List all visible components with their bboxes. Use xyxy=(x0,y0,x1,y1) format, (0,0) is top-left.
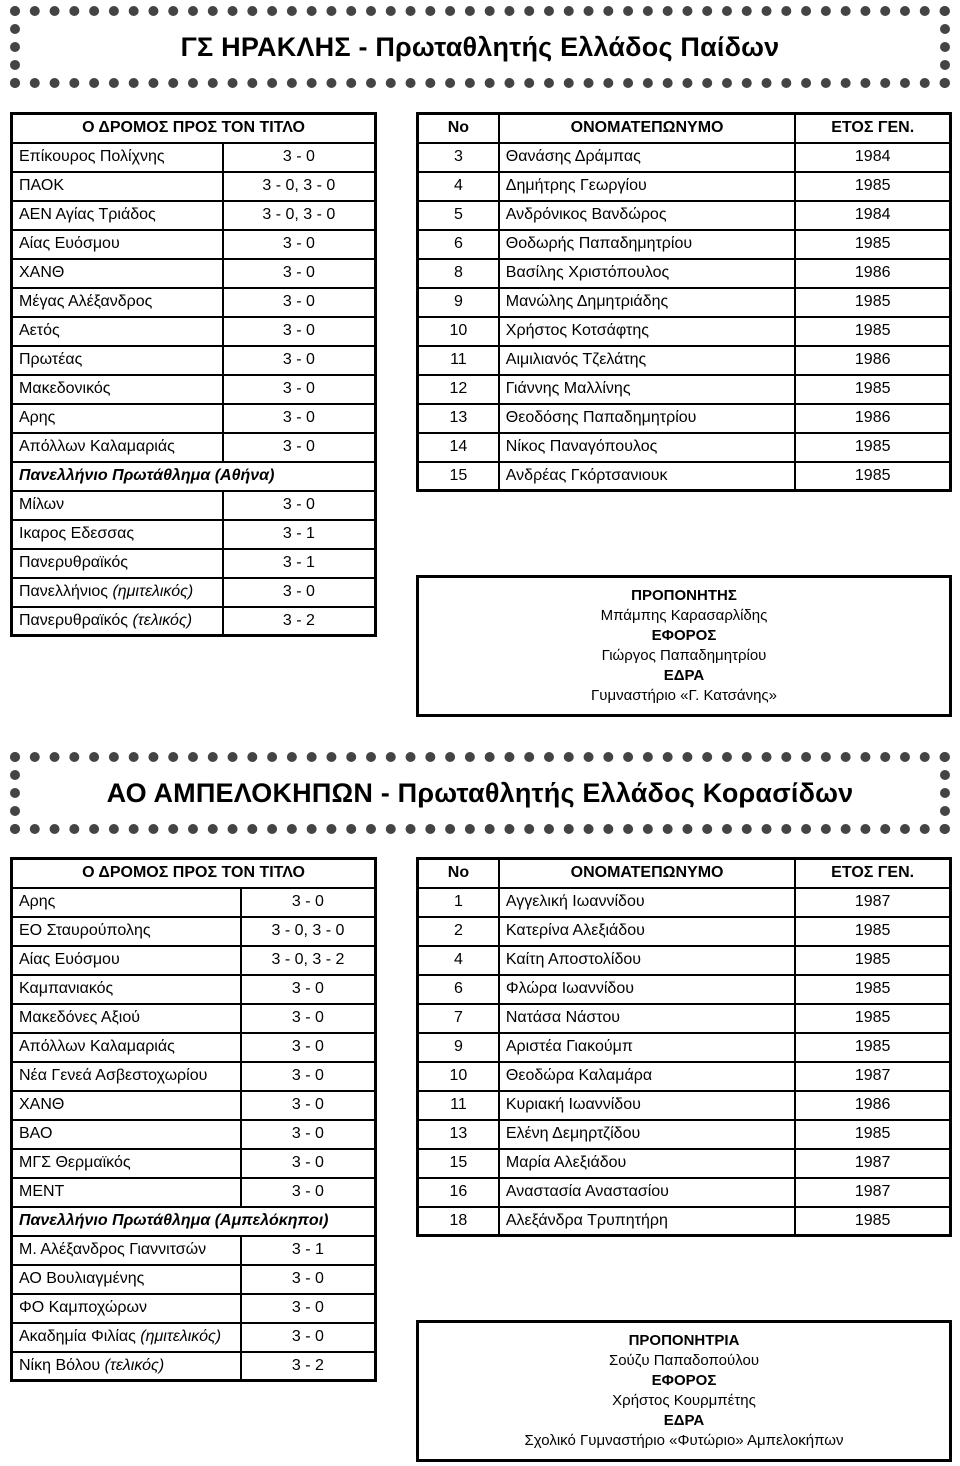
results-table xyxy=(10,112,377,637)
opponent-name: Πρωτέας xyxy=(19,351,83,368)
player-number: 2 xyxy=(418,917,499,946)
birth-year: 1985 xyxy=(795,230,950,259)
score-cell: 3 - 0 xyxy=(241,1323,376,1352)
opponent-name: Μέγας Αλέξανδρος xyxy=(19,293,153,310)
opponent-name: Επίκουρος Πολίχνης xyxy=(19,148,165,165)
player-name: Βασίλης Χριστόπουλος xyxy=(499,259,796,288)
score-cell: 3 - 0 xyxy=(241,1033,376,1062)
result-row xyxy=(12,549,376,578)
player-name: Αναστασία Αναστασίου xyxy=(499,1178,795,1207)
score-cell: 3 - 0 xyxy=(241,1265,376,1294)
staff-name: Μπάμπης Καρασαρλίδης xyxy=(600,607,768,624)
player-name: Μαρία Αλεξιάδου xyxy=(499,1149,795,1178)
staff-box xyxy=(416,1320,952,1462)
staff-box xyxy=(416,575,952,717)
roster-table xyxy=(416,857,952,1237)
opponent-cell xyxy=(12,1265,241,1294)
opponent-name: Αρης xyxy=(19,409,56,426)
score-cell: 3 - 0 xyxy=(223,317,376,346)
player-name: Ανδρόνικος Βανδώρος xyxy=(499,201,796,230)
result-row xyxy=(12,1265,376,1294)
birth-year: 1985 xyxy=(795,317,950,346)
opponent-cell xyxy=(12,143,223,172)
score-cell: 3 - 0 xyxy=(241,1004,376,1033)
birth-year: 1985 xyxy=(795,975,950,1004)
birth-year: 1987 xyxy=(795,1062,950,1091)
birth-year: 1986 xyxy=(795,404,950,433)
roster-row xyxy=(418,946,951,975)
result-row xyxy=(12,520,376,549)
opponent-name: ΧΑΝΘ xyxy=(19,1096,65,1113)
player-number: 6 xyxy=(418,230,499,259)
player-number: 18 xyxy=(418,1207,499,1236)
birth-year: 1985 xyxy=(795,917,950,946)
banner-title: ΑΟ ΑΜΠΕΛΟΚΗΠΩΝ - Πρωταθλητής Ελλάδος Κορασίδων xyxy=(106,777,854,808)
opponent-cell xyxy=(12,1062,241,1091)
birth-year: 1985 xyxy=(795,946,950,975)
birth-year: 1987 xyxy=(795,888,950,917)
opponent-name: Απόλλων Καλαμαριάς xyxy=(19,1038,175,1055)
opponent-cell xyxy=(12,201,223,230)
roster-row xyxy=(418,1178,951,1207)
staff-name: Γυμναστήριο «Γ. Κατσάνης» xyxy=(590,687,778,704)
opponent-cell xyxy=(12,917,241,946)
opponent-name: Αίας Ευόσμου xyxy=(19,951,120,968)
finals-section-row xyxy=(12,1207,376,1236)
header-year: ΕΤΟΣ ΓΕΝ. xyxy=(795,859,950,888)
birth-year: 1985 xyxy=(795,462,950,491)
result-row xyxy=(12,491,376,520)
score-cell: 3 - 0 xyxy=(223,259,376,288)
player-number: 8 xyxy=(418,259,499,288)
birth-year: 1986 xyxy=(795,259,950,288)
staff-name: Χρήστος Κουρμπέτης xyxy=(612,1392,756,1409)
roster-row xyxy=(418,375,951,404)
player-number: 9 xyxy=(418,288,499,317)
player-name: Νίκος Παναγόπουλος xyxy=(499,433,796,462)
staff-role: ΕΔΡΑ xyxy=(663,1412,705,1429)
result-row xyxy=(12,1120,376,1149)
player-number: 11 xyxy=(418,1091,499,1120)
roster-row xyxy=(418,143,951,172)
result-row xyxy=(12,1236,376,1265)
score-cell: 3 - 1 xyxy=(223,549,376,578)
result-row xyxy=(12,404,376,433)
player-number: 4 xyxy=(418,946,499,975)
roster-row xyxy=(418,1004,951,1033)
staff-role: ΕΦΟΡΟΣ xyxy=(651,1372,717,1389)
score-cell: 3 - 0, 3 - 0 xyxy=(241,917,376,946)
opponent-cell xyxy=(12,520,223,549)
opponent-name: ΑΟ Βουλιαγμένης xyxy=(19,1270,145,1287)
player-number: 15 xyxy=(418,462,499,491)
player-number: 14 xyxy=(418,433,499,462)
result-row xyxy=(12,1004,376,1033)
opponent-name: ΦΟ Καμποχώρων xyxy=(19,1299,147,1316)
player-name: Αιμιλιανός Τζελάτης xyxy=(499,346,796,375)
score-cell: 3 - 0 xyxy=(223,375,376,404)
result-row xyxy=(12,201,376,230)
opponent-name: Μ. Αλέξανδρος Γιαννιτσών xyxy=(19,1241,207,1258)
result-row xyxy=(12,1178,376,1207)
header-name: ΟΝΟΜΑΤΕΠΩΝΥΜΟ xyxy=(499,859,795,888)
opponent-name: Νίκη Βόλου xyxy=(19,1356,101,1374)
opponent-name: Απόλλων Καλαμαριάς xyxy=(19,438,175,455)
result-row xyxy=(12,1062,376,1091)
opponent-name: Πανελλήνιος xyxy=(19,583,108,600)
opponent-name: Αετός xyxy=(19,322,60,339)
roster-header-row xyxy=(418,114,951,143)
player-name: Γιάννης Μαλλίνης xyxy=(499,375,796,404)
results-table xyxy=(10,857,377,1382)
player-number: 16 xyxy=(418,1178,499,1207)
score-cell: 3 - 0 xyxy=(223,143,376,172)
birth-year: 1984 xyxy=(795,143,950,172)
birth-year: 1985 xyxy=(795,1207,950,1236)
player-number: 4 xyxy=(418,172,499,201)
opponent-name: ΜΕΝΤ xyxy=(19,1183,65,1200)
opponent-name: Καμπανιακός xyxy=(19,980,114,997)
staff-role: ΕΔΡΑ xyxy=(663,667,705,684)
opponent-name: Πανερυθραϊκός xyxy=(19,554,129,571)
result-row xyxy=(12,1323,376,1352)
player-number: 6 xyxy=(418,975,499,1004)
player-name: Θανάσης Δράμπας xyxy=(499,143,796,172)
birth-year: 1987 xyxy=(795,1149,950,1178)
player-name: Αριστέα Γιακούμπ xyxy=(499,1033,795,1062)
opponent-cell xyxy=(12,578,223,607)
roster-row xyxy=(418,433,951,462)
roster-row xyxy=(418,917,951,946)
roster-row xyxy=(418,201,951,230)
birth-year: 1986 xyxy=(795,1091,950,1120)
opponent-name: ΕΟ Σταυρούπολης xyxy=(19,922,151,939)
opponent-name: ΑΕΝ Αγίας Τριάδος xyxy=(19,206,156,223)
opponent-cell xyxy=(12,1091,241,1120)
player-name: Θοδωρής Παπαδημητρίου xyxy=(499,230,796,259)
player-number: 3 xyxy=(418,143,499,172)
opponent-name: ΠΑΟΚ xyxy=(19,177,65,194)
score-cell: 3 - 0 xyxy=(223,433,376,462)
roster-row xyxy=(418,888,951,917)
opponent-cell xyxy=(12,230,223,259)
result-row xyxy=(12,375,376,404)
result-row xyxy=(12,346,376,375)
player-number: 9 xyxy=(418,1033,499,1062)
player-number: 1 xyxy=(418,888,499,917)
opponent-name: Μακεδονικός xyxy=(19,380,111,397)
results-title: Ο ΔΡΟΜΟΣ ΠΡΟΣ ΤΟΝ ΤΙΤΛΟ xyxy=(12,859,376,888)
header-name: ΟΝΟΜΑΤΕΠΩΝΥΜΟ xyxy=(499,114,796,143)
score-cell: 3 - 1 xyxy=(241,1236,376,1265)
result-row xyxy=(12,259,376,288)
birth-year: 1987 xyxy=(795,1178,950,1207)
roster-header-row xyxy=(418,859,951,888)
player-name: Αγγελική Ιωαννίδου xyxy=(499,888,795,917)
birth-year: 1985 xyxy=(795,1033,950,1062)
birth-year: 1985 xyxy=(795,288,950,317)
result-row xyxy=(12,1352,376,1381)
roster-row xyxy=(418,462,951,491)
result-row xyxy=(12,975,376,1004)
results-title: Ο ΔΡΟΜΟΣ ΠΡΟΣ ΤΟΝ ΤΙΤΛΟ xyxy=(12,114,376,143)
result-row xyxy=(12,578,376,607)
player-name: Δημήτρης Γεωργίου xyxy=(499,172,796,201)
opponent-name: Νέα Γενεά Ασβεστοχωρίου xyxy=(19,1067,208,1084)
score-cell: 3 - 0 xyxy=(223,404,376,433)
roster-row xyxy=(418,172,951,201)
opponent-cell xyxy=(12,607,223,636)
score-cell: 3 - 0 xyxy=(241,1091,376,1120)
roster-row xyxy=(418,1091,951,1120)
opponent-cell xyxy=(12,946,241,975)
roster-row xyxy=(418,317,951,346)
score-cell: 3 - 0 xyxy=(223,491,376,520)
match-stage-note: (τελικός) xyxy=(132,611,193,629)
opponent-cell xyxy=(12,288,223,317)
player-name: Μανώλης Δημητριάδης xyxy=(499,288,796,317)
finals-section-title: Πανελλήνιο Πρωτάθλημα (Αθήνα) xyxy=(12,462,376,491)
result-row xyxy=(12,288,376,317)
roster-row xyxy=(418,1120,951,1149)
staff-name: Σχολικό Γυμναστήριο «Φυτώριο» Αμπελοκήπων xyxy=(524,1432,844,1449)
player-number: 5 xyxy=(418,201,499,230)
finals-section-title: Πανελλήνιο Πρωτάθλημα (Αμπελόκηποι) xyxy=(12,1207,376,1236)
score-cell: 3 - 2 xyxy=(223,607,376,636)
result-row xyxy=(12,230,376,259)
opponent-cell xyxy=(12,1004,241,1033)
birth-year: 1985 xyxy=(795,1120,950,1149)
banner-title: ΓΣ ΗΡΑΚΛΗΣ - Πρωταθλητής Ελλάδος Παίδων xyxy=(180,31,780,62)
score-cell: 3 - 0 xyxy=(223,288,376,317)
opponent-cell xyxy=(12,1236,241,1265)
roster-table xyxy=(416,112,952,492)
player-number: 13 xyxy=(418,404,499,433)
banner-section-2 xyxy=(10,752,950,834)
opponent-cell xyxy=(12,259,223,288)
score-cell: 3 - 1 xyxy=(223,520,376,549)
staff-role: ΠΡΟΠΟΝΗΤΗΣ xyxy=(631,587,737,604)
player-name: Φλώρα Ιωαννίδου xyxy=(499,975,795,1004)
player-number: 13 xyxy=(418,1120,499,1149)
player-number: 10 xyxy=(418,1062,499,1091)
opponent-name: Μίλων xyxy=(19,496,65,513)
staff-role: ΕΦΟΡΟΣ xyxy=(651,627,717,644)
opponent-cell xyxy=(12,1323,241,1352)
result-row xyxy=(12,317,376,346)
roster-row xyxy=(418,1033,951,1062)
score-cell: 3 - 0 xyxy=(241,888,376,917)
player-number: 7 xyxy=(418,1004,499,1033)
score-cell: 3 - 0 xyxy=(223,230,376,259)
result-row xyxy=(12,433,376,462)
opponent-cell xyxy=(12,491,223,520)
opponent-cell xyxy=(12,975,241,1004)
score-cell: 3 - 0 xyxy=(241,1120,376,1149)
staff-role: ΠΡΟΠΟΝΗΤΡΙΑ xyxy=(628,1332,740,1349)
birth-year: 1985 xyxy=(795,433,950,462)
score-cell: 3 - 0 xyxy=(241,1294,376,1323)
score-cell: 3 - 2 xyxy=(241,1352,376,1381)
opponent-cell xyxy=(12,433,223,462)
result-row xyxy=(12,1091,376,1120)
roster-row xyxy=(418,404,951,433)
roster-row xyxy=(418,230,951,259)
opponent-name: Αρης xyxy=(19,893,56,910)
opponent-cell xyxy=(12,346,223,375)
staff-name: Γιώργος Παπαδημητρίου xyxy=(601,647,767,664)
player-name: Κατερίνα Αλεξιάδου xyxy=(499,917,795,946)
birth-year: 1985 xyxy=(795,1004,950,1033)
opponent-cell xyxy=(12,1120,241,1149)
player-number: 10 xyxy=(418,317,499,346)
birth-year: 1985 xyxy=(795,375,950,404)
opponent-cell xyxy=(12,888,241,917)
player-name: Ανδρέας Γκόρτσανιουκ xyxy=(499,462,796,491)
opponent-name: Αίας Ευόσμου xyxy=(19,235,120,252)
score-cell: 3 - 0 xyxy=(241,1178,376,1207)
birth-year: 1984 xyxy=(795,201,950,230)
player-name: Καίτη Αποστολίδου xyxy=(499,946,795,975)
result-row xyxy=(12,1149,376,1178)
score-cell: 3 - 0 xyxy=(223,346,376,375)
roster-row xyxy=(418,1149,951,1178)
opponent-name: Ικαρος Εδεσσας xyxy=(19,525,135,542)
player-name: Κυριακή Ιωαννίδου xyxy=(499,1091,795,1120)
opponent-cell xyxy=(12,1352,241,1381)
player-name: Αλεξάνδρα Τρυπητήρη xyxy=(499,1207,795,1236)
opponent-name: Πανερυθραϊκός xyxy=(19,611,129,629)
match-stage-note: (ημιτελικός) xyxy=(112,583,194,600)
opponent-cell xyxy=(12,404,223,433)
opponent-cell xyxy=(12,549,223,578)
opponent-cell xyxy=(12,375,223,404)
player-name: Χρήστος Κοτσάφτης xyxy=(499,317,796,346)
roster-row xyxy=(418,1062,951,1091)
opponent-name: ΒΑΟ xyxy=(19,1125,53,1142)
opponent-name: ΜΓΣ Θερμαϊκός xyxy=(19,1154,131,1171)
roster-row xyxy=(418,1207,951,1236)
score-cell: 3 - 0 xyxy=(241,1149,376,1178)
score-cell: 3 - 0 xyxy=(223,578,376,607)
player-name: Ελένη Δεμηρτζίδου xyxy=(499,1120,795,1149)
player-name: Θεοδόσης Παπαδημητρίου xyxy=(499,404,796,433)
banner-section-1 xyxy=(10,6,950,88)
player-number: 15 xyxy=(418,1149,499,1178)
player-number: 11 xyxy=(418,346,499,375)
header-year: ΕΤΟΣ ΓΕΝ. xyxy=(795,114,950,143)
opponent-cell xyxy=(12,1033,241,1062)
opponent-cell xyxy=(12,1294,241,1323)
score-cell: 3 - 0 xyxy=(241,1062,376,1091)
result-row xyxy=(12,917,376,946)
header-no: Νο xyxy=(418,859,499,888)
roster-row xyxy=(418,259,951,288)
birth-year: 1986 xyxy=(795,346,950,375)
match-stage-note: (ημιτελικός) xyxy=(140,1328,222,1345)
opponent-cell xyxy=(12,172,223,201)
score-cell: 3 - 0 xyxy=(241,975,376,1004)
staff-name: Σούζυ Παπαδοπούλου xyxy=(608,1352,760,1369)
result-row xyxy=(12,946,376,975)
finals-section-row xyxy=(12,462,376,491)
roster-row xyxy=(418,288,951,317)
player-name: Θεοδώρα Καλαμάρα xyxy=(499,1062,795,1091)
opponent-name: ΧΑΝΘ xyxy=(19,264,65,281)
roster-row xyxy=(418,346,951,375)
score-cell: 3 - 0, 3 - 0 xyxy=(223,201,376,230)
match-stage-note: (τελικός) xyxy=(104,1356,165,1374)
player-number: 12 xyxy=(418,375,499,404)
score-cell: 3 - 0, 3 - 0 xyxy=(223,172,376,201)
result-row xyxy=(12,888,376,917)
result-row xyxy=(12,172,376,201)
result-row xyxy=(12,1033,376,1062)
result-row xyxy=(12,143,376,172)
score-cell: 3 - 0, 3 - 2 xyxy=(241,946,376,975)
roster-row xyxy=(418,975,951,1004)
player-name: Νατάσα Νάστου xyxy=(499,1004,795,1033)
opponent-cell xyxy=(12,317,223,346)
opponent-name: Μακεδόνες Αξιού xyxy=(19,1009,140,1026)
opponent-cell xyxy=(12,1178,241,1207)
birth-year: 1985 xyxy=(795,172,950,201)
header-no: Νο xyxy=(418,114,499,143)
opponent-cell xyxy=(12,1149,241,1178)
result-row xyxy=(12,1294,376,1323)
opponent-name: Ακαδημία Φιλίας xyxy=(19,1328,136,1345)
result-row xyxy=(12,607,376,636)
